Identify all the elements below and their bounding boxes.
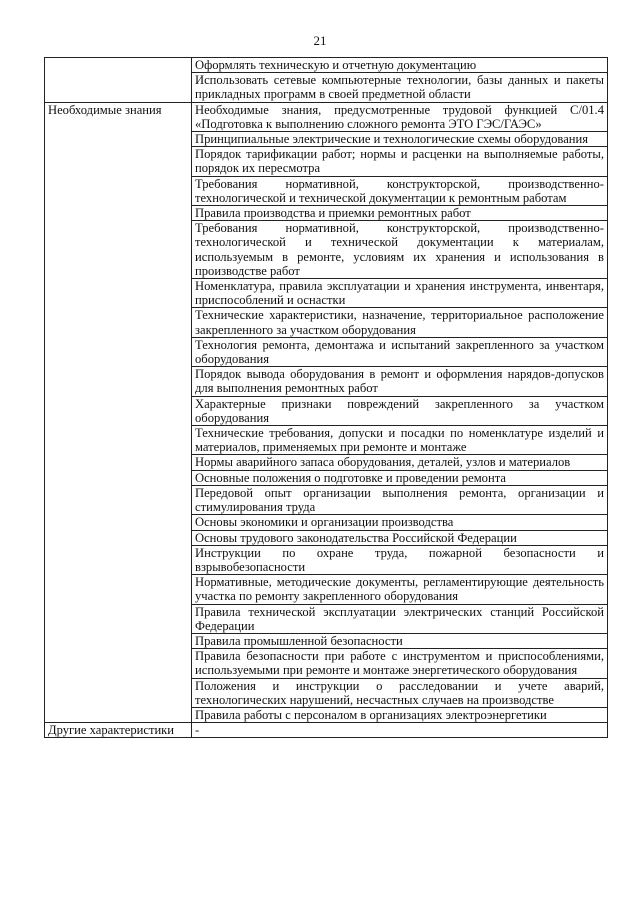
table-cell: Нормативные, методические документы, регламентирующие деятельность участка по ремонту закрепленного оборудования	[192, 575, 608, 604]
table-cell: Технические характеристики, назначение, территориальное расположение закрепленного за участком оборудования	[192, 308, 608, 337]
table-cell: Принципиальные электрические и технологические схемы оборудования	[192, 132, 608, 147]
table-cell: Правила производства и приемки ремонтных работ	[192, 206, 608, 221]
table-cell: Основы трудового законодательства Российской Федерации	[192, 530, 608, 545]
section-label: Другие характеристики	[45, 723, 192, 738]
table-cell: Правила технической эксплуатации электрических станций Российской Федерации	[192, 604, 608, 633]
table-cell: Передовой опыт организации выполнения ремонта, организации и стимулирования труда	[192, 485, 608, 514]
table-row	[45, 58, 608, 73]
table-cell: -	[192, 723, 608, 738]
table-cell: Основные положения о подготовке и проведении ремонта	[192, 470, 608, 485]
section-label: Необходимые знания	[45, 102, 192, 723]
table-cell: Основы экономики и организации производства	[192, 515, 608, 530]
table-cell: Технология ремонта, демонтажа и испытаний закрепленного за участком оборудования	[192, 337, 608, 366]
table-cell: Характерные признаки повреждений закрепленного за участком оборудования	[192, 396, 608, 425]
table-cell: Оформлять техническую и отчетную документацию	[192, 58, 608, 73]
table-cell: Необходимые знания, предусмотренные трудовой функцией С/01.4 «Подготовка к выполнению сложного ремонта ЭТО ГЭС/ГАЭС»	[192, 102, 608, 131]
table-cell: Правила промышленной безопасности	[192, 633, 608, 648]
table-cell: Требования нормативной, конструкторской, производственно-технологической и технической документации к материалам, используемым в ремонте, условиям их хранения и использования в производстве работ	[192, 221, 608, 279]
table-cell: Нормы аварийного запаса оборудования, деталей, узлов и материалов	[192, 455, 608, 470]
table-cell: Технические требования, допуски и посадки по номенклатуре изделий и материалов, применяемых при ремонте и монтаже	[192, 426, 608, 455]
table-cell: Положения и инструкции о расследовании и учете аварий, технологических нарушений, несчастных случаев на производстве	[192, 678, 608, 707]
table-row	[45, 723, 608, 738]
table-cell: Инструкции по охране труда, пожарной безопасности и взрывобезопасности	[192, 545, 608, 574]
qualification-table	[44, 57, 608, 738]
table-cell: Правила работы с персоналом в организациях электроэнергетики	[192, 707, 608, 722]
table-cell: Использовать сетевые компьютерные технологии, базы данных и пакеты прикладных программ в своей предметной области	[192, 73, 608, 102]
page-number: 21	[313, 33, 327, 48]
table-cell: Правила безопасности при работе с инструментом и приспособлениями, используемыми при ремонте и монтаже энергетического оборудования	[192, 649, 608, 678]
table-cell: Требования нормативной, конструкторской, производственно-технологической и технической документации к ремонтным работам	[192, 176, 608, 205]
table-cell: Номенклатура, правила эксплуатации и хранения инструмента, инвентаря, приспособлений и оснастки	[192, 279, 608, 308]
table-cell: Порядок тарификации работ; нормы и расценки на выполняемые работы, порядок их пересмотра	[192, 147, 608, 176]
section-label	[45, 58, 192, 103]
table-cell: Порядок вывода оборудования в ремонт и оформления нарядов-допусков для выполнения ремонтных работ	[192, 367, 608, 396]
table-row	[45, 102, 608, 131]
